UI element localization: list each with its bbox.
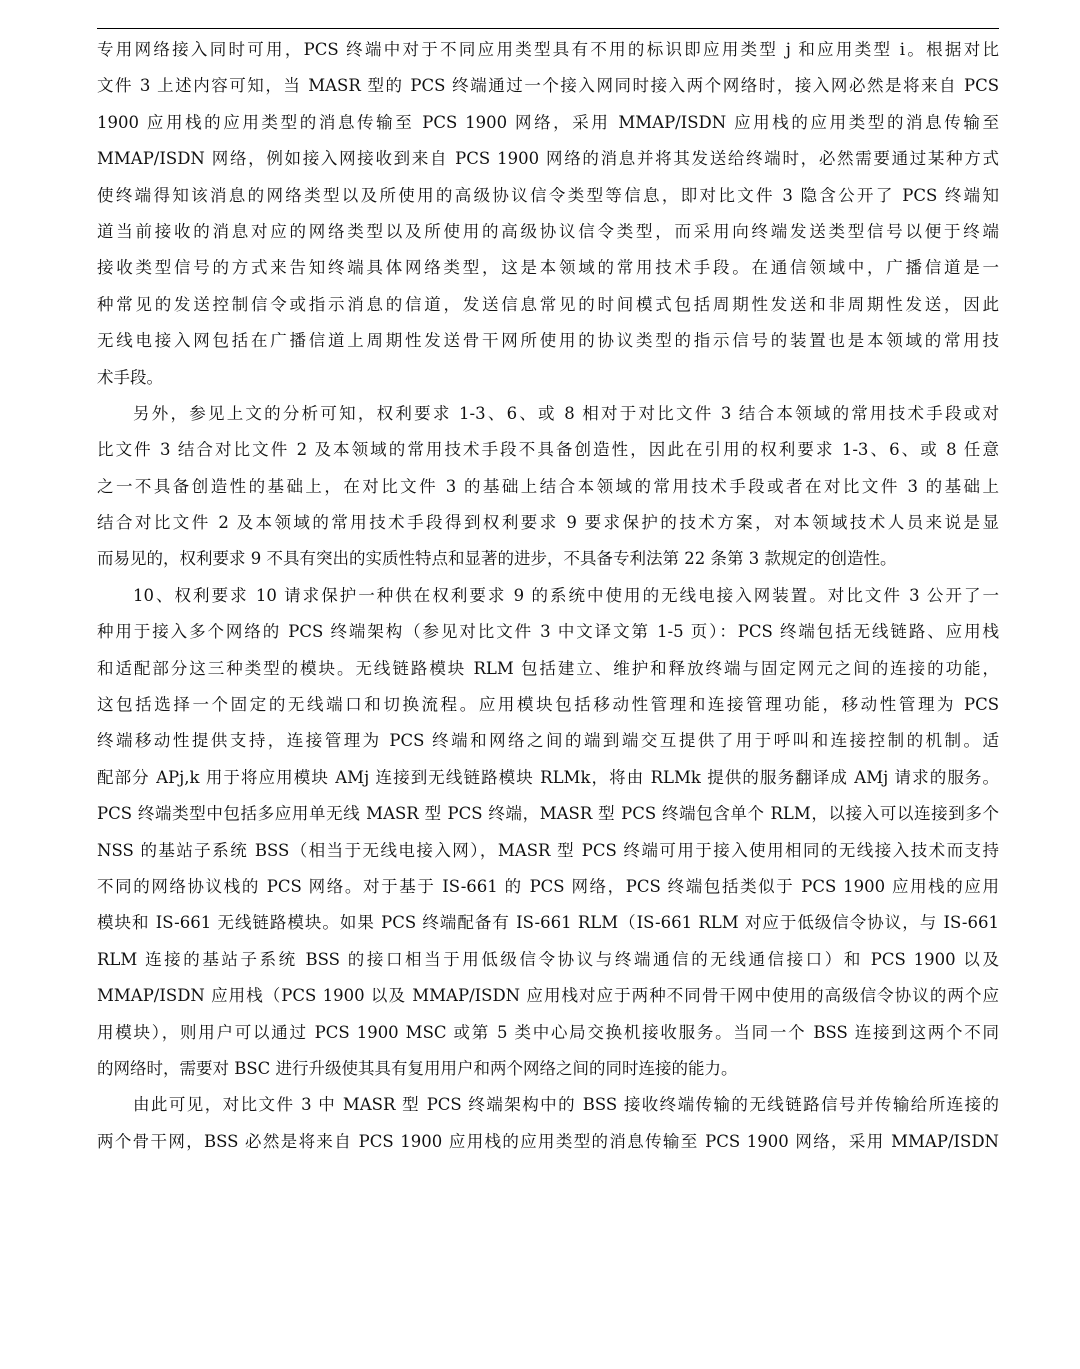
text-line: 种用于接入多个网络的 PCS 终端架构（参见对比文件 3 中文译文第 1-5 页）：PCS 终端包括无线链路、应用栈 xyxy=(97,622,999,642)
text-line: 和适配部分这三种类型的模块。无线链路模块 RLM 包括建立、维护和释放终端与固定网元之间的连接的功能， xyxy=(97,658,999,678)
text-line: 模块和 IS-661 无线链路模块。如果 PCS 终端配备有 IS-661 RLM（IS-661 RLM 对应于低级信令协议，与 IS-661 xyxy=(97,913,999,933)
text-line: 另外，参见上文的分析可知，权利要求 1-3、6、或 8 相对于对比文件 3 结合本领域的常用技术手段或对 xyxy=(133,403,999,423)
text-line: 专用网络接入同时可用，PCS 终端中对于不同应用类型具有不用的标识即应用类型 j 和应用类型 i。根据对比 xyxy=(97,40,999,59)
text-line: 终端移动性提供支持，连接管理为 PCS 终端和网络之间的端到端交互提供了用于呼叫和连接控制的机制。适 xyxy=(97,731,999,751)
text-line: 不同的网络协议栈的 PCS 网络。对于基于 IS-661 的 PCS 网络，PCS 终端包括类似于 PCS 1900 应用栈的应用 xyxy=(97,876,999,896)
text-line: 种常见的发送控制信令或指示消息的信道，发送信息常见的时间模式包括周期性发送和非周期性发送，因此 xyxy=(97,294,999,314)
text-line: 文件 3 上述内容可知，当 MASR 型的 PCS 终端通过一个接入网同时接入两个网络时，接入网必然是将来自 PCS xyxy=(97,76,999,96)
text-line: 由此可见，对比文件 3 中 MASR 型 PCS 终端架构中的 BSS 接收终端传输的无线链路信号并传输给所连接的 xyxy=(133,1095,999,1115)
paragraph xyxy=(97,1087,999,1160)
text-line: RLM 连接的基站子系统 BSS 的接口相当于用低级信令协议与终端通信的无线通信接口）和 PCS 1900 以及 xyxy=(97,949,999,969)
header-rule xyxy=(97,28,999,29)
text-line: 使终端得知该消息的网络类型以及所使用的高级协议信令类型等信息，即对比文件 3 隐含公开了 PCS 终端知 xyxy=(97,185,999,205)
text-line: 结合对比文件 2 及本领域的常用技术手段得到权利要求 9 要求保护的技术方案，对本领域技术人员来说是显 xyxy=(97,513,999,533)
text-line: 这包括选择一个固定的无线端口和切换流程。应用模块包括移动性管理和连接管理功能，移动性管理为 PCS xyxy=(97,695,999,715)
text-line: 而易见的，权利要求 9 不具有突出的实质性特点和显著的进步，不具备专利法第 22 条第 3 款规定的创造性。 xyxy=(97,549,897,569)
text-line: MMAP/ISDN 网络，例如接入网接收到来自 PCS 1900 网络的消息并将其发送给终端时，必然需要通过某种方式 xyxy=(97,149,999,169)
text-line: 1900 应用栈的应用类型的消息传输至 PCS 1900 网络，采用 MMAP/ISDN 应用栈的应用类型的消息传输至 xyxy=(97,112,999,132)
text-line: 之一不具备创造性的基础上，在对比文件 3 的基础上结合本领域的常用技术手段或者在对比文件 3 的基础上 xyxy=(97,476,999,496)
text-line: 的网络时，需要对 BSC 进行升级使其具有复用用户和两个网络之间的同时连接的能力。 xyxy=(97,1058,738,1078)
text-line: 10、权利要求 10 请求保护一种供在权利要求 9 的系统中使用的无线电接入网装置。对比文件 3 公开了一 xyxy=(133,585,999,605)
text-line: 比文件 3 结合对比文件 2 及本领域的常用技术手段不具备创造性，因此在引用的权利要求 1-3、6、或 8 任意 xyxy=(97,440,999,460)
text-line: 无线电接入网包括在广播信道上周期性发送骨干网所使用的协议类型的指示信号的装置也是本领域的常用技 xyxy=(97,331,999,351)
text-line: PCS 终端类型中包括多应用单无线 MASR 型 PCS 终端，MASR 型 PCS 终端包含单个 RLM，以接入可以连接到多个 xyxy=(97,804,999,824)
text-line: 用模块），则用户可以通过 PCS 1900 MSC 或第 5 类中心局交换机接收服务。当同一个 BSS 连接到这两个不同 xyxy=(97,1022,999,1042)
text-line: NSS 的基站子系统 BSS（相当于无线电接入网），MASR 型 PCS 终端可用于接入使用相同的无线接入技术而支持 xyxy=(97,840,999,860)
text-line: MMAP/ISDN 应用栈（PCS 1900 以及 MMAP/ISDN 应用栈对应于两种不同骨干网中使用的高级信令协议的两个应 xyxy=(97,986,999,1006)
paragraph xyxy=(97,396,999,578)
text-line: 配部分 APj,k 用于将应用模块 AMj 连接到无线链路模块 RLMk，将由 RLMk 提供的服务翻译成 AMj 请求的服务。 xyxy=(97,767,999,787)
paragraph xyxy=(97,578,999,1087)
text-line: 两个骨干网，BSS 必然是将来自 PCS 1900 应用栈的应用类型的消息传输至 PCS 1900 网络，采用 MMAP/ISDN xyxy=(97,1131,999,1151)
text-line: 接收类型信号的方式来告知终端具体网络类型，这是本领域的常用技术手段。在通信领域中，广播信道是一 xyxy=(97,258,999,278)
text-line: 术手段。 xyxy=(97,367,163,387)
paragraph xyxy=(97,32,999,396)
text-line: 道当前接收的消息对应的网络类型以及所使用的高级协议信令类型，而采用向终端发送类型信号以便于终端 xyxy=(97,221,999,241)
document-body xyxy=(97,32,999,1160)
